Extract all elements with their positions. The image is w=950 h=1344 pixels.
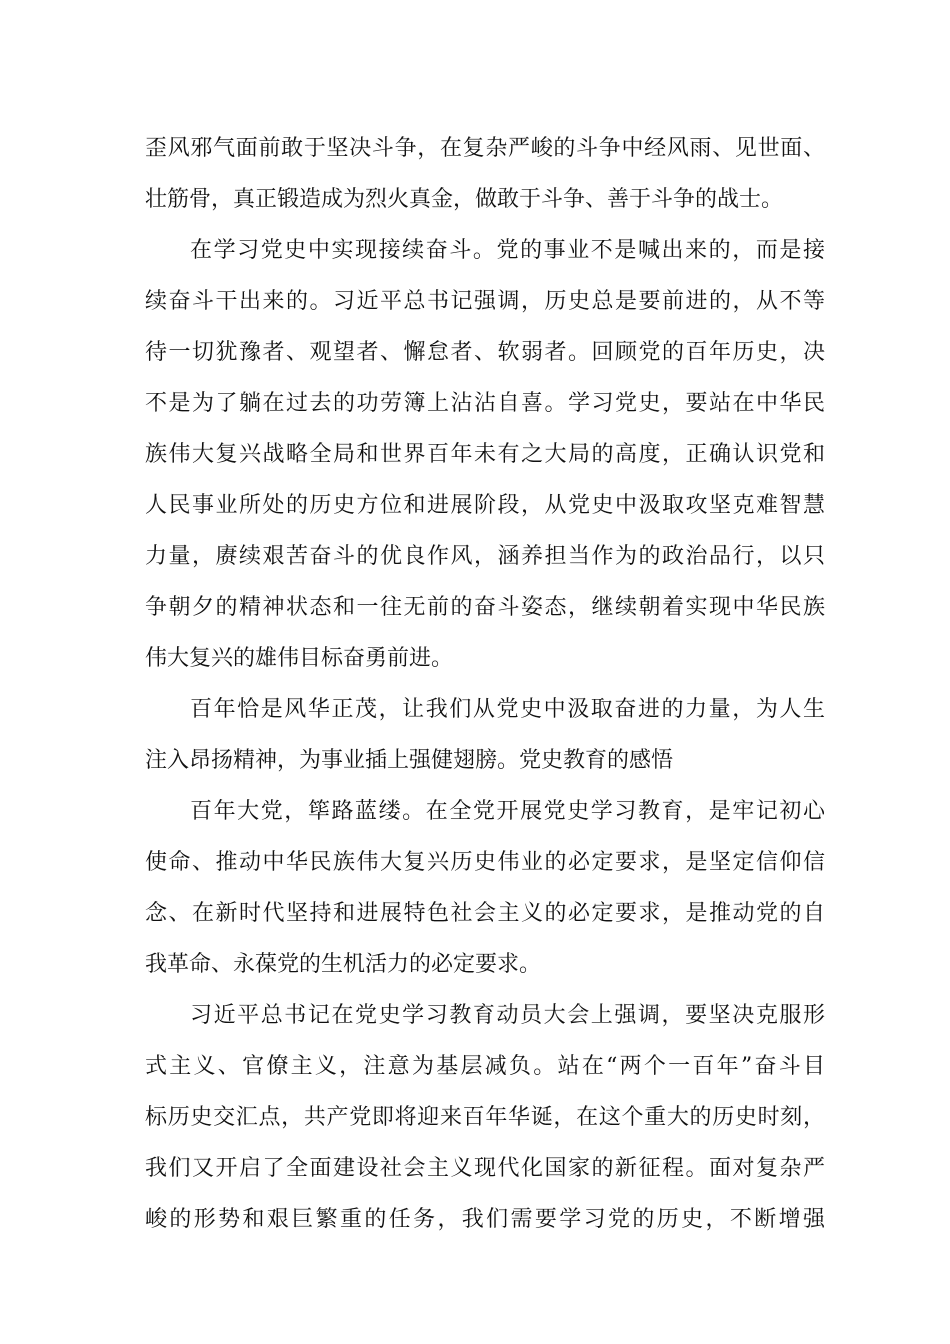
text-line: 使命、推动中华民族伟大复兴历史伟业的必定要求，是坚定信仰信 <box>145 850 825 875</box>
text-line: 待一切犹豫者、观望者、懈怠者、软弱者。回顾党的百年历史，决 <box>145 340 825 365</box>
paragraph-first-line: 在学习党史中实现接续奋斗。党的事业不是喊出来的，而是接 <box>190 238 825 263</box>
text-line: 力量，赓续艰苦奋斗的优良作风，涵养担当作为的政治品行，以只 <box>145 544 825 569</box>
text-line: 注入昂扬精神，为事业插上强健翅膀。党史教育的感悟 <box>145 748 674 773</box>
text-line: 标历史交汇点，共产党即将迎来百年华诞，在这个重大的历史时刻， <box>145 1105 825 1130</box>
paragraph-first-line: 习近平总书记在党史学习教育动员大会上强调，要坚决克服形 <box>190 1003 825 1028</box>
text-line: 争朝夕的精神状态和一往无前的奋斗姿态，继续朝着实现中华民族 <box>145 595 825 620</box>
text-line: 式主义、官僚主义，注意为基层减负。站在“两个一百年”奋斗目 <box>145 1054 825 1079</box>
paragraph-first-line: 百年大党，筚路蓝缕。在全党开展党史学习教育，是牢记初心 <box>190 799 825 824</box>
text-line: 人民事业所处的历史方位和进展阶段，从党史中汲取攻坚克难智慧 <box>145 493 825 518</box>
text-line: 不是为了躺在过去的功劳簿上沾沾自喜。学习党史，要站在中华民 <box>145 391 825 416</box>
text-line: 族伟大复兴战略全局和世界百年未有之大局的高度，正确认识党和 <box>145 442 825 467</box>
text-line: 我们又开启了全面建设社会主义现代化国家的新征程。面对复杂严 <box>145 1156 825 1181</box>
text-line: 念、在新时代坚持和进展特色社会主义的必定要求，是推动党的自 <box>145 901 825 926</box>
paragraph-first-line: 百年恰是风华正茂，让我们从党史中汲取奋进的力量，为人生 <box>190 697 825 722</box>
text-line: 我革命、永葆党的生机活力的必定要求。 <box>145 952 542 977</box>
text-line: 壮筋骨，真正锻造成为烈火真金，做敢于斗争、善于斗争的战士。 <box>145 187 784 212</box>
text-line: 续奋斗干出来的。习近平总书记强调，历史总是要前进的，从不等 <box>145 289 825 314</box>
text-line: 歪风邪气面前敢于坚决斗争，在复杂严峻的斗争中经风雨、见世面、 <box>145 136 825 161</box>
text-line: 伟大复兴的雄伟目标奋勇前进。 <box>145 646 454 671</box>
text-line: 峻的形势和艰巨繁重的任务，我们需要学习党的历史，不断增强 <box>145 1207 825 1232</box>
